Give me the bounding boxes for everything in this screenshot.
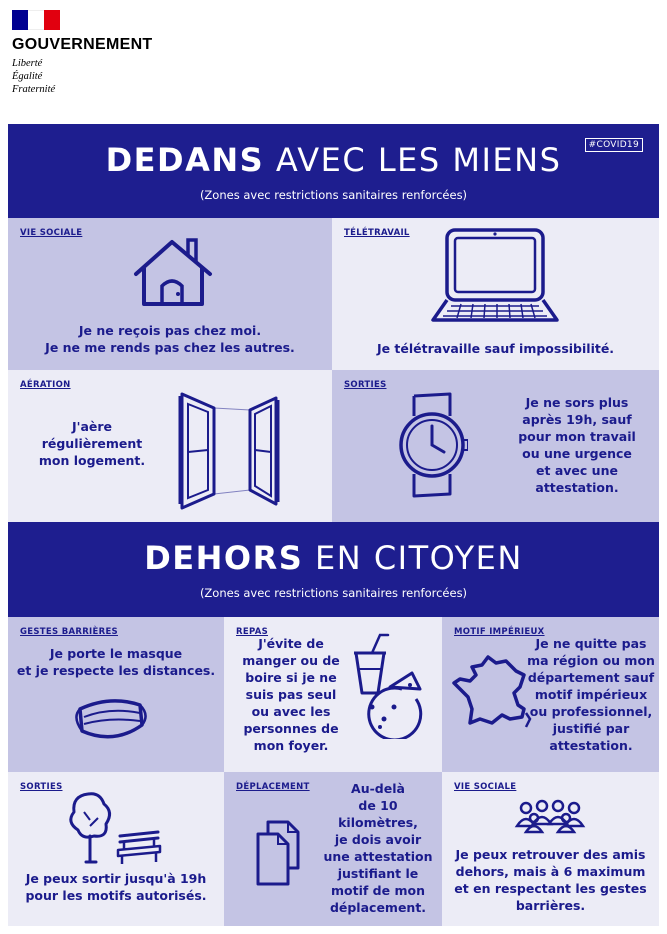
- cell-label: AÉRATION: [20, 380, 71, 390]
- flag-blue: [12, 10, 28, 30]
- park-bench-icon: [64, 790, 164, 866]
- brand-name: GOUVERNEMENT: [12, 36, 153, 53]
- title-rest: AVEC LES MIENS: [275, 141, 562, 179]
- laptop-icon: [427, 226, 562, 326]
- cell-outside-reason: [442, 617, 659, 772]
- text-line: et en respectant les gestes: [454, 881, 647, 896]
- inside-grid: [8, 218, 659, 522]
- text-line: Je peux sortir jusqu'à 19h: [25, 871, 207, 886]
- group-icon: [514, 798, 586, 834]
- cell-text: [32, 418, 152, 469]
- motto-line: Égalité: [12, 71, 43, 82]
- title-bold: DEHORS: [144, 539, 304, 577]
- text-line: barrières.: [515, 898, 586, 913]
- text-line: J'aère: [71, 419, 113, 434]
- section-title-inside: [8, 124, 659, 180]
- cell-text: [8, 322, 332, 356]
- cell-label: GESTES BARRIÈRES: [20, 627, 118, 637]
- cell-label: DÉPLACEMENT: [236, 782, 310, 792]
- documents-icon: [254, 818, 304, 888]
- flag-white: [28, 10, 44, 30]
- text-line: J'évite de: [258, 636, 324, 651]
- text-line: une attestation: [323, 849, 433, 864]
- house-icon: [128, 230, 218, 310]
- text-line: kilomètres,: [338, 815, 418, 830]
- text-line: pour les motifs autorisés.: [25, 888, 207, 903]
- section-subtitle: (Zones avec restrictions sanitaires renforcées): [199, 586, 468, 600]
- france-map-icon: [452, 653, 532, 733]
- cell-outside-meals: [224, 617, 442, 772]
- banner-outside: [8, 522, 659, 617]
- cell-label: SORTIES: [20, 782, 63, 792]
- cell-inside-telework: [332, 218, 659, 370]
- cell-text: [238, 635, 344, 754]
- cell-outside-social: [442, 772, 659, 926]
- cell-label: REPAS: [236, 627, 269, 637]
- cell-text: [502, 394, 652, 496]
- text-line: justifié par: [552, 721, 630, 736]
- text-line: mon foyer.: [253, 738, 329, 753]
- cell-label: TÉLÉTRAVAIL: [344, 228, 410, 238]
- text-line: justifiant le: [337, 866, 419, 881]
- title-rest: EN CITOYEN: [314, 539, 523, 577]
- text-line: attestation.: [535, 480, 619, 495]
- motto-line: Liberté: [12, 58, 43, 69]
- text-line: régulièrement: [41, 436, 143, 451]
- text-line: département sauf: [527, 670, 655, 685]
- cell-outside-outings: [8, 772, 224, 926]
- cell-outside-barriers: [8, 617, 224, 772]
- cell-inside-social: [8, 218, 332, 370]
- text-line: boire si je ne: [245, 670, 337, 685]
- text-line: Je ne quitte pas: [535, 636, 647, 651]
- flag-red: [44, 10, 60, 30]
- text-line: ma région ou mon: [527, 653, 655, 668]
- cell-outside-travel: [224, 772, 442, 926]
- drink-pizza-icon: [342, 629, 432, 739]
- text-line: mon logement.: [38, 453, 146, 468]
- cell-label: MOTIF IMPÉRIEUX: [454, 627, 545, 637]
- text-line: motif impérieux: [534, 687, 648, 702]
- cell-inside-airing: [8, 370, 332, 522]
- section-title-outside: [8, 522, 659, 578]
- mask-icon: [70, 691, 150, 747]
- text-line: après 19h, sauf: [522, 412, 632, 427]
- government-logo: [12, 10, 192, 96]
- poster: [8, 124, 659, 926]
- cell-text: [8, 870, 224, 904]
- text-line: manger ou de: [242, 653, 340, 668]
- text-line: Je porte le masque: [49, 646, 183, 661]
- text-line: attestation.: [549, 738, 633, 753]
- marianne-flag-icon: [12, 10, 60, 30]
- text-line: et avec une: [536, 463, 618, 478]
- text-line: personnes de: [243, 721, 339, 736]
- cell-label: SORTIES: [344, 380, 387, 390]
- text-line: pour mon travail: [518, 429, 636, 444]
- text-line: de 10: [358, 798, 398, 813]
- outside-grid: [8, 617, 659, 926]
- text-line: je dois avoir: [334, 832, 422, 847]
- text-line: Je ne me rends pas chez les autres.: [45, 340, 295, 355]
- cell-label: VIE SOCIALE: [454, 782, 517, 792]
- cell-label: VIE SOCIALE: [20, 228, 83, 238]
- text-line: Je ne reçois pas chez moi.: [78, 323, 262, 338]
- banner-inside: [8, 124, 659, 218]
- text-line: motif de mon: [331, 883, 425, 898]
- cell-text: [320, 780, 436, 916]
- cell-inside-outings: [332, 370, 659, 522]
- text-line: Je peux retrouver des amis: [455, 847, 646, 862]
- cell-text: [526, 635, 656, 754]
- covid-hashtag: #COVID19: [585, 138, 643, 152]
- title-bold: DEDANS: [105, 141, 265, 179]
- motto-line: Fraternité: [12, 84, 56, 95]
- text-line: ou professionnel,: [529, 704, 653, 719]
- cell-text: [442, 846, 659, 914]
- text-line: Je télétravaille sauf impossibilité.: [376, 341, 615, 356]
- text-line: Je ne sors plus: [525, 395, 629, 410]
- section-subtitle: (Zones avec restrictions sanitaires renforcées): [199, 188, 468, 202]
- text-line: ou avec les: [251, 704, 331, 719]
- motto: [12, 57, 192, 96]
- text-line: Au-delà: [351, 781, 405, 796]
- text-line: dehors, mais à 6 maximum: [455, 864, 646, 879]
- watch-icon: [398, 390, 468, 500]
- text-line: ou une urgence: [522, 446, 632, 461]
- text-line: suis pas seul: [245, 687, 337, 702]
- window-icon: [174, 390, 284, 510]
- text-line: déplacement.: [329, 900, 427, 915]
- text-line: et je respecte les distances.: [16, 663, 216, 678]
- cell-text: [8, 645, 224, 679]
- cell-text: [332, 340, 659, 357]
